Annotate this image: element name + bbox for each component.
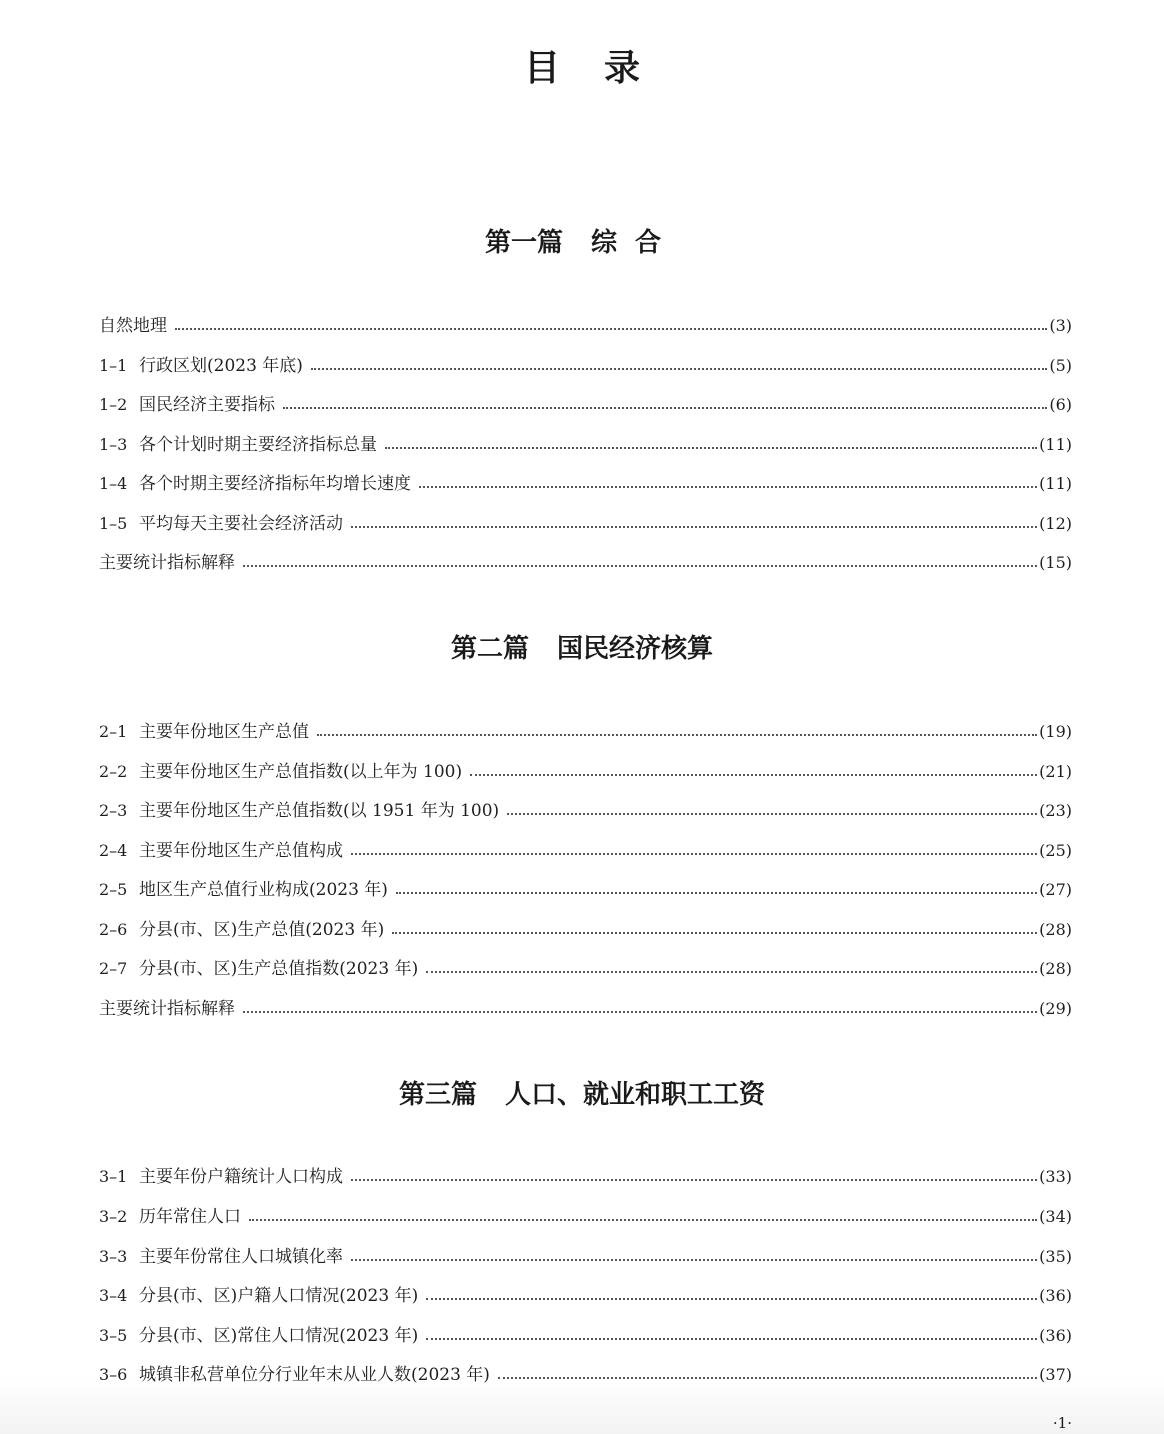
- part-name: 人口、就业和职工工资: [505, 1080, 766, 1110]
- entry-page: (21): [1039, 762, 1072, 781]
- toc-entry[interactable]: [99, 838, 1072, 864]
- part-heading-2: [0, 632, 1164, 666]
- dot-leader: [351, 1249, 1037, 1261]
- entry-number: 2–5: [99, 880, 128, 899]
- entry-number: 2–7: [99, 959, 128, 978]
- entry-label: 地区生产总值行业构成(2023 年): [139, 880, 388, 900]
- entry-page: (15): [1039, 553, 1072, 572]
- toc-entry[interactable]: [99, 313, 1072, 339]
- entry-label: 主要统计指标解释: [99, 553, 235, 573]
- toc-entry[interactable]: [99, 392, 1072, 418]
- entry-page: (28): [1039, 959, 1072, 978]
- entry-page: (25): [1039, 841, 1072, 860]
- dot-leader: [426, 961, 1037, 973]
- toc-entry[interactable]: [99, 996, 1072, 1022]
- dot-leader: [426, 1288, 1037, 1300]
- entry-number: 3–1: [99, 1167, 128, 1186]
- dot-leader: [249, 1209, 1037, 1221]
- entry-page: (3): [1049, 316, 1072, 335]
- page-title: 目录: [523, 48, 684, 89]
- entry-label: 主要年份地区生产总值: [139, 722, 309, 742]
- entry-label: 主要年份地区生产总值指数(以 1951 年为 100): [139, 801, 500, 821]
- entry-number: 2–1: [99, 722, 128, 741]
- toc-entry[interactable]: [99, 1323, 1072, 1349]
- entry-page: (28): [1039, 920, 1072, 939]
- toc-entry[interactable]: [99, 798, 1072, 824]
- entry-number: 3–2: [99, 1207, 128, 1226]
- toc-entry[interactable]: [99, 432, 1072, 458]
- entry-label: 各个时期主要经济指标年均增长速度: [139, 474, 411, 494]
- toc-entry[interactable]: [99, 471, 1072, 497]
- part-heading-3: [0, 1078, 1164, 1112]
- toc-entry[interactable]: [99, 1164, 1072, 1190]
- toc-entry[interactable]: [99, 1244, 1072, 1270]
- toc-entry[interactable]: [99, 1283, 1072, 1309]
- entry-label: 分县(市、区)生产总值指数(2023 年): [139, 959, 419, 979]
- dot-leader: [283, 397, 1047, 409]
- toc-entry[interactable]: [99, 1362, 1072, 1388]
- page-number: ·1·: [1052, 1414, 1072, 1432]
- entry-number: 2–6: [99, 920, 128, 939]
- entry-number: 1–4: [99, 474, 128, 493]
- entry-label: 城镇非私营单位分行业年末从业人数(2023 年): [139, 1365, 490, 1385]
- toc-entry[interactable]: [99, 877, 1072, 903]
- dot-leader: [396, 882, 1037, 894]
- entry-page: (12): [1039, 514, 1072, 533]
- entry-number: 3–4: [99, 1286, 128, 1305]
- part-prefix: 第一篇: [484, 228, 563, 258]
- entry-page: (6): [1049, 395, 1072, 414]
- entry-label: 主要统计指标解释: [99, 999, 235, 1019]
- part-name: 综合: [591, 228, 680, 258]
- dot-leader: [351, 1169, 1037, 1181]
- dot-leader: [175, 318, 1047, 330]
- toc-entry[interactable]: [99, 759, 1072, 785]
- entry-label: 平均每天主要社会经济活动: [139, 514, 343, 534]
- entry-label: 主要年份地区生产总值指数(以上年为 100): [139, 762, 463, 782]
- part-prefix: 第二篇: [450, 634, 529, 664]
- dot-leader: [351, 843, 1037, 855]
- entry-page: (35): [1039, 1247, 1072, 1266]
- part-name: 国民经济核算: [557, 634, 714, 664]
- toc-entry[interactable]: [99, 917, 1072, 943]
- entry-page: (33): [1039, 1167, 1072, 1186]
- entry-label: 各个计划时期主要经济指标总量: [139, 435, 377, 455]
- toc-entry[interactable]: [99, 511, 1072, 537]
- entry-label: 自然地理: [99, 316, 167, 336]
- dot-leader: [385, 437, 1037, 449]
- entry-page: (34): [1039, 1207, 1072, 1226]
- entry-number: 3–6: [99, 1365, 128, 1384]
- part-heading-1: [0, 226, 1164, 260]
- entry-page: (11): [1039, 435, 1072, 454]
- dot-leader: [498, 1367, 1037, 1379]
- entry-page: (36): [1039, 1326, 1072, 1345]
- dot-leader: [243, 1001, 1037, 1013]
- entry-page: (5): [1049, 356, 1072, 375]
- entry-number: 2–3: [99, 801, 128, 820]
- entry-page: (23): [1039, 801, 1072, 820]
- entry-number: 2–2: [99, 762, 128, 781]
- dot-leader: [507, 803, 1037, 815]
- entry-page: (36): [1039, 1286, 1072, 1305]
- entry-page: (29): [1039, 999, 1072, 1018]
- entry-number: 2–4: [99, 841, 128, 860]
- entry-label: 分县(市、区)常住人口情况(2023 年): [139, 1326, 419, 1346]
- entry-label: 主要年份常住人口城镇化率: [139, 1247, 343, 1267]
- entry-number: 1–1: [99, 356, 128, 375]
- dot-leader: [317, 724, 1037, 736]
- entry-number: 1–2: [99, 395, 128, 414]
- entry-page: (11): [1039, 474, 1072, 493]
- entry-page: (37): [1039, 1365, 1072, 1384]
- dot-leader: [470, 764, 1037, 776]
- toc-entry[interactable]: [99, 1204, 1072, 1230]
- dot-leader: [351, 516, 1037, 528]
- entry-label: 主要年份户籍统计人口构成: [139, 1167, 343, 1187]
- toc-entry[interactable]: [99, 353, 1072, 379]
- dot-leader: [426, 1328, 1037, 1340]
- entry-label: 主要年份地区生产总值构成: [139, 841, 343, 861]
- entry-label: 行政区划(2023 年底): [139, 356, 303, 376]
- dot-leader: [243, 555, 1037, 567]
- toc-entry[interactable]: [99, 550, 1072, 576]
- entry-page: (27): [1039, 880, 1072, 899]
- entry-label: 分县(市、区)生产总值(2023 年): [139, 920, 385, 940]
- entry-number: 1–3: [99, 435, 128, 454]
- dot-leader: [419, 476, 1037, 488]
- entry-label: 国民经济主要指标: [139, 395, 275, 415]
- entry-number: 3–5: [99, 1326, 128, 1345]
- toc-entry[interactable]: [99, 719, 1072, 745]
- entry-label: 历年常住人口: [139, 1207, 241, 1227]
- entry-number: 3–3: [99, 1247, 128, 1266]
- entry-label: 分县(市、区)户籍人口情况(2023 年): [139, 1286, 419, 1306]
- dot-leader: [311, 358, 1047, 370]
- dot-leader: [392, 922, 1037, 934]
- entry-page: (19): [1039, 722, 1072, 741]
- toc-entry[interactable]: [99, 956, 1072, 982]
- entry-number: 1–5: [99, 514, 128, 533]
- part-prefix: 第三篇: [398, 1080, 477, 1110]
